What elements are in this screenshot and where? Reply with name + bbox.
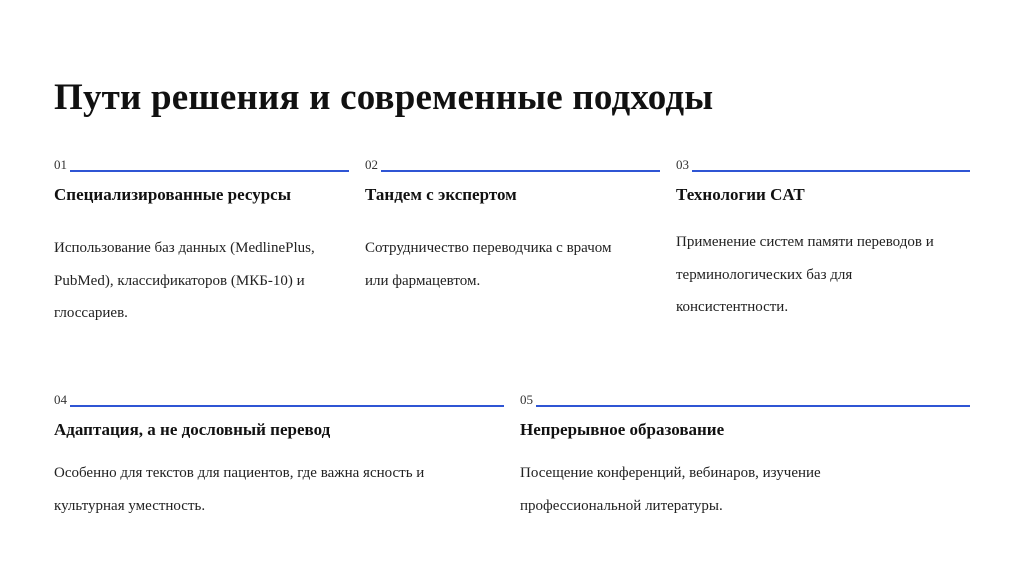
card-05 bbox=[520, 393, 970, 522]
card-number: 01 bbox=[54, 157, 67, 172]
card-04 bbox=[54, 393, 504, 522]
card-description bbox=[54, 232, 349, 330]
card-number: 02 bbox=[365, 157, 378, 172]
card-heading: Технологии CAT bbox=[676, 185, 805, 204]
card-heading: Тандем с экспертом bbox=[365, 185, 517, 204]
card-03 bbox=[676, 158, 970, 324]
description-line: Использование баз данных (MedlinePlus, bbox=[54, 240, 315, 256]
card-description bbox=[54, 457, 504, 522]
description-line: PubMed), классификаторов (МКБ-10) и bbox=[54, 272, 305, 289]
card-divider bbox=[70, 170, 349, 172]
card-divider bbox=[381, 170, 660, 172]
card-description bbox=[520, 457, 970, 522]
card-divider bbox=[70, 405, 504, 407]
card-heading: Адаптация, а не дословный перевод bbox=[54, 420, 331, 439]
card-heading: Специализированные ресурсы bbox=[54, 185, 291, 204]
description-line: консистентности. bbox=[676, 299, 789, 315]
card-description bbox=[676, 226, 970, 324]
card-01 bbox=[54, 158, 349, 330]
card-number: 04 bbox=[54, 392, 67, 407]
description-line: или фармацевтом. bbox=[365, 272, 481, 289]
card-number: 03 bbox=[676, 157, 689, 172]
description-line: профессиональной литературы. bbox=[520, 497, 723, 514]
description-line: Применение систем памяти переводов и bbox=[676, 234, 934, 250]
slide-title: Пути решения и современные подходы bbox=[54, 77, 714, 118]
description-line: Особенно для текстов для пациентов, где важна ясность и bbox=[54, 465, 425, 481]
description-line: терминологических баз для bbox=[676, 266, 853, 283]
card-divider bbox=[692, 170, 970, 172]
description-line: глоссариев. bbox=[54, 305, 128, 321]
card-number: 05 bbox=[520, 392, 533, 407]
card-02 bbox=[365, 158, 660, 297]
card-heading: Непрерывное образование bbox=[520, 420, 725, 439]
card-description bbox=[365, 232, 660, 297]
card-divider bbox=[536, 405, 970, 407]
description-line: Посещение конференций, вебинаров, изучение bbox=[520, 465, 821, 481]
description-line: культурная уместность. bbox=[54, 497, 206, 514]
description-line: Сотрудничество переводчика с врачом bbox=[365, 240, 612, 256]
